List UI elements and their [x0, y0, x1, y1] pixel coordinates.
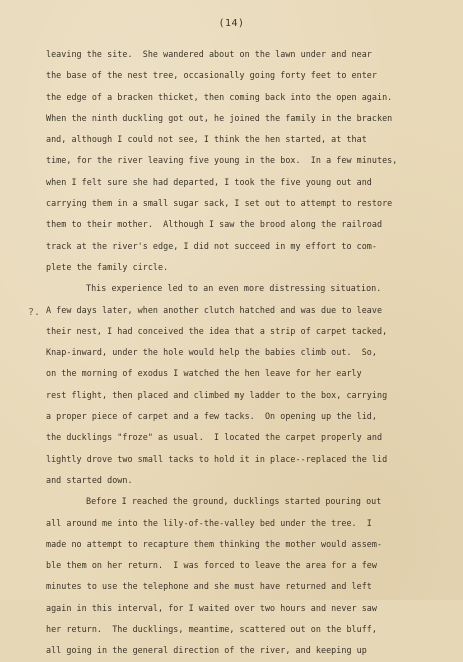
text-line: When the ninth duckling got out, he joined the family in the bracken — [46, 112, 393, 123]
text-line: and, although I could not see, I think the hen started, at that — [46, 134, 367, 145]
text-line: plete the family circle. — [46, 261, 169, 272]
text-line: all going in the general direction of the river, and keeping up — [46, 645, 367, 656]
text-line: ble them on her return. I was forced to leave the area for a few — [46, 560, 377, 571]
text-line: lightly drove two small tacks to hold it in place--replaced the lid — [46, 453, 388, 464]
text-line: the edge of a bracken thicket, then coming back into the open again. — [46, 91, 393, 102]
text-line: the base of the nest tree, occasionally going forty feet to enter — [46, 70, 377, 81]
text-line: Before I reached the ground, ducklings started pouring out — [86, 496, 382, 507]
margin-mark: ?. — [28, 307, 41, 318]
text-line: time, for the river leaving five young in the box. In a few minutes, — [46, 155, 398, 166]
text-line: A few days later, when another clutch hatched and was due to leave — [46, 304, 383, 315]
text-line: rest flight, then placed and climbed my ladder to the box, carrying — [46, 389, 388, 400]
text-line: track at the river's edge, I did not succeed in my effort to com- — [46, 240, 377, 251]
text-line: and started down. — [46, 474, 133, 485]
text-line: minutes to use the telephone and she must have returned and left — [46, 581, 372, 592]
text-line: all around me into the lily-of-the-valley bed under the tree. I — [46, 517, 372, 528]
text-line: Knap-inward, under the hole would help the babies climb out. So, — [46, 347, 377, 358]
text-line: a proper piece of carpet and a few tacks. On opening up the lid, — [46, 411, 377, 422]
text-line: leaving the site. She wandered about on the lawn under and near — [46, 49, 372, 59]
body-text — [46, 44, 456, 662]
text-line: again in this interval, for I waited over two hours and never saw — [46, 602, 377, 613]
page-number: (14) — [218, 18, 245, 29]
text-line: the ducklings "froze" as usual. I located the carpet properly and — [46, 432, 383, 443]
text-line: This experience led to an even more distressing situation. — [86, 283, 382, 294]
text-line: their nest, I had conceived the idea that a strip of carpet tacked, — [46, 325, 388, 336]
text-line: carrying them in a small sugar sack, I set out to attempt to restore — [46, 198, 393, 209]
text-line: her return. The ducklings, meantime, scattered out on the bluff, — [46, 624, 377, 635]
text-line: made no attempt to recapture them thinking the mother would assem- — [46, 538, 383, 549]
text-line: them to their mother. Although I saw the brood along the railroad — [46, 219, 383, 230]
text-line: on the morning of exodus I watched the hen leave for her early — [46, 368, 362, 379]
text-line: when I felt sure she had departed, I took the five young out and — [46, 176, 372, 187]
